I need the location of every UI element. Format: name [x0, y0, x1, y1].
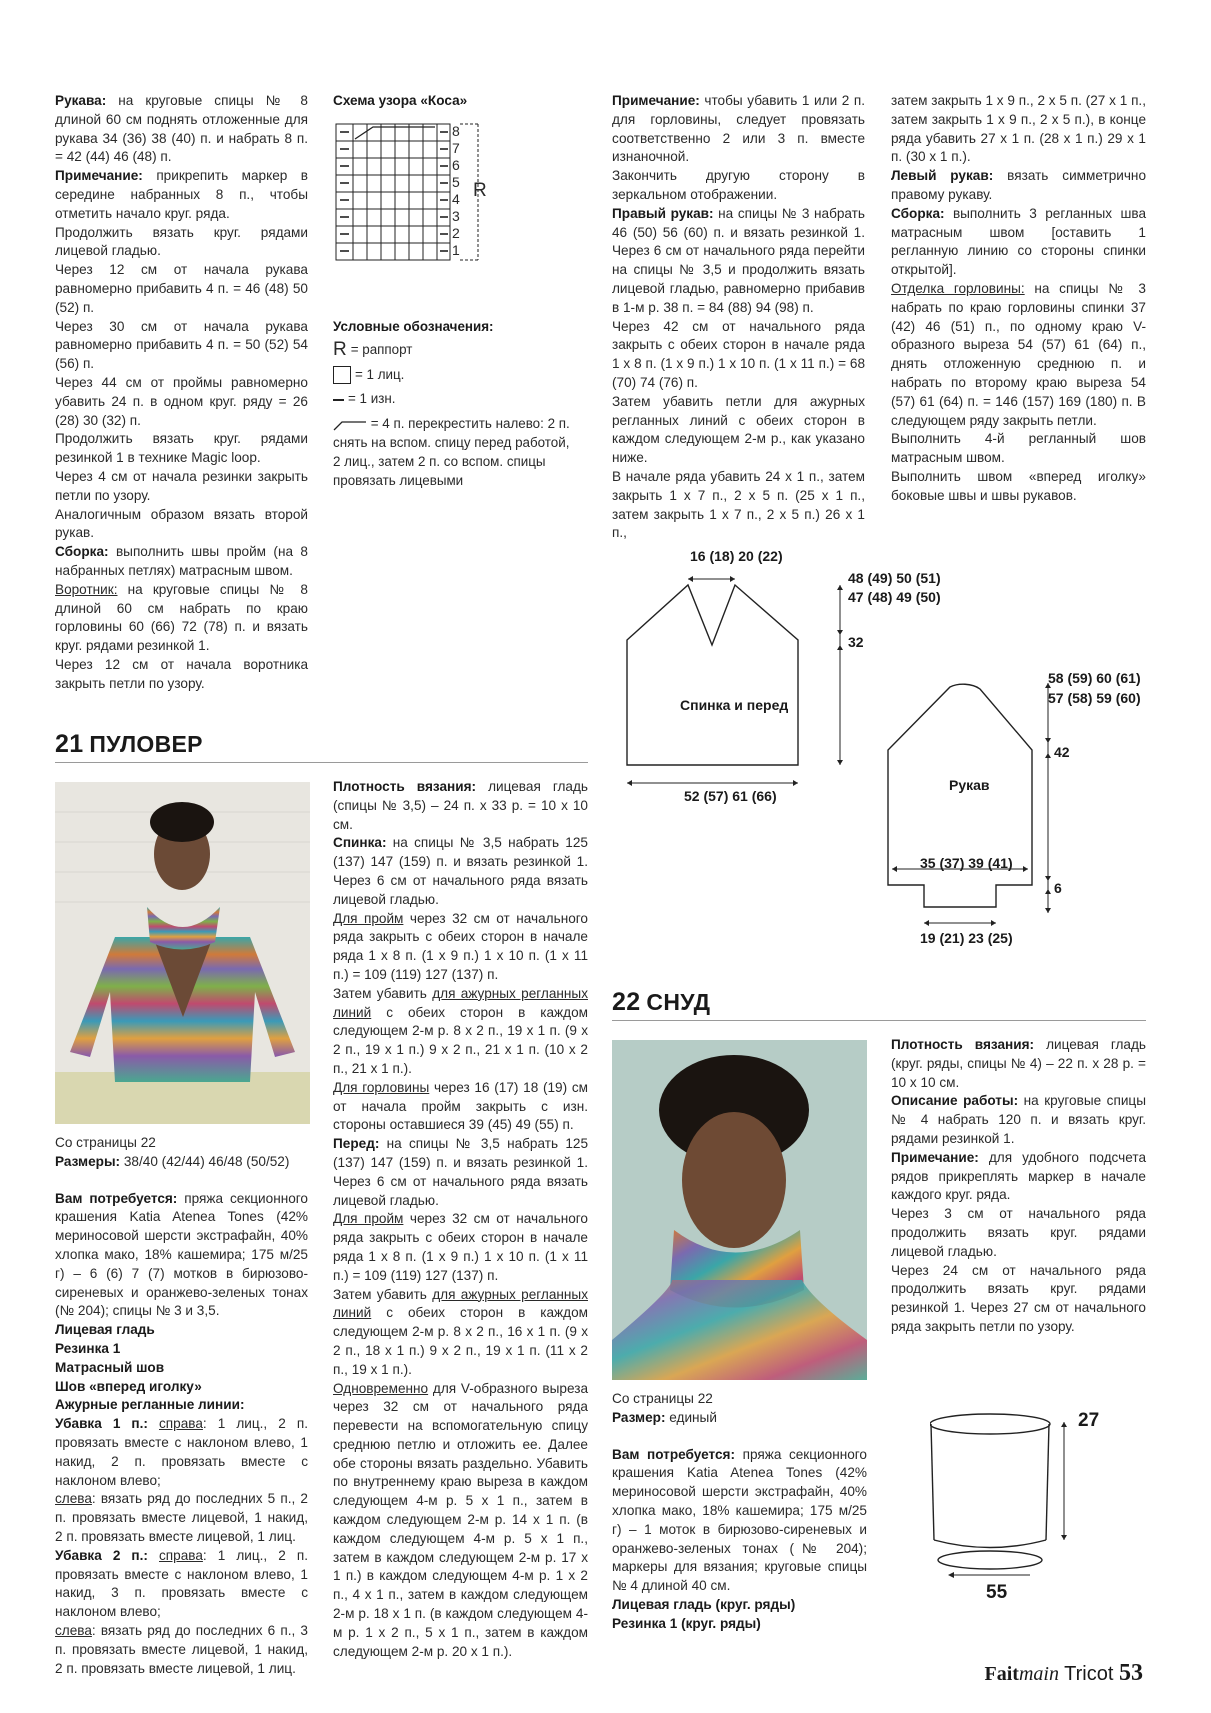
neck-text: через 16 (17) 18 (19) см от начала пройм закрыть с изн. стороны оставшиеся 39 (45) 49 (55) п.: [333, 1079, 588, 1133]
back-label: Спинка:: [333, 835, 387, 851]
snood-photo: [612, 1040, 867, 1380]
dim-sleeve-width: 35 (37) 39 (41): [920, 855, 1013, 871]
dim-sleeve-top-1: 58 (59) 60 (61): [1048, 670, 1141, 686]
materials-label: Вам потребуется:: [612, 1446, 736, 1462]
raglan-label: для ажурных регланных линий: [333, 1286, 588, 1321]
gauge-label: Плотность вязания:: [333, 779, 477, 794]
row-number: 2: [452, 225, 460, 241]
repeat-symbol: R: [333, 338, 347, 360]
col1-bottom: [55, 1134, 308, 1678]
dim-cuff-height: 6: [1054, 880, 1062, 896]
armhole-text: через 32 см от начального ряда закрыть с обеих сторон в начале ряда 1 х 8 п. (1 х 9 п.) 1 х 10 п. (1 х 11 п.) = 109 (119) 127 (137) п.: [333, 910, 588, 982]
stitch-name: Ажурные регланные линии:: [55, 1397, 245, 1413]
note-label: Примечание:: [612, 93, 700, 108]
page-number: 53: [1119, 1660, 1143, 1686]
purl-dash-icon: [333, 399, 344, 401]
legend-text: = 1 изн.: [348, 391, 396, 407]
sleeve-schematic: [880, 675, 1060, 945]
row-number: 6: [452, 157, 460, 173]
front-label: Перед:: [333, 1136, 380, 1152]
paragraph: затем закрыть 1 х 9 п., 2 х 5 п. (27 х 1 п., затем закрыть 1 х 9 п., 2 х 5 п.), в конце ряда убавить 27 х 1 п. (28 х 1 п.) 29 х 1 п. (30 х 1 п.).: [891, 93, 1146, 165]
row-number: 4: [452, 191, 460, 207]
chart-title: Схема узора «Коса»: [333, 93, 468, 108]
size-text: единый: [669, 1409, 717, 1425]
paragraph: Закончить другую сторону в зеркальном отображении.: [612, 168, 865, 202]
col2-bottom: [333, 778, 588, 1661]
body-schematic-label: Спинка и перед: [680, 697, 789, 713]
paragraph: Через 42 см от начального ряда закрыть с обеих сторон в начале ряда 1 х 8 п. (1 х 9 п.) 1 х 10 п. (1 х 11 п.) = 68 (70) 74 (76) п.: [612, 318, 865, 390]
body-schematic: [600, 555, 860, 795]
col4-top: [891, 92, 1146, 506]
col1-top: [55, 92, 308, 694]
chart-repeat-mark: R: [473, 180, 487, 201]
section-number: 21: [55, 730, 84, 758]
paragraph: Затем убавить петли для ажурных регланных линий с обеих сторон в каждом следующем 2-м р., как указано ниже.: [612, 393, 865, 466]
brand-tricot: Tricot: [1064, 1663, 1114, 1685]
braid-chart-grid: [335, 122, 485, 268]
legend-purl: [333, 390, 573, 409]
description-text: на круговые спицы № 4 набрать 120 п. и вязать круг. рядами резинкой 1.: [891, 1093, 1146, 1146]
row-number: 1: [452, 242, 460, 258]
raglan-label: для ажурных регланных линий: [333, 985, 588, 1020]
raglan-text: с обеих сторон в каждом следующем 2-м р. 8 х 2 п., 16 х 1 п. (9 х 2 п., 18 х 1 п.) 9 х 2 п., 19 х 1 п. (11 х 2 п., 19 х 1 п.).: [333, 1305, 588, 1377]
paragraph: Через 44 см от проймы равномерно убавить 24 п. в одном круг. ряду = 26 (28) 30 (32) п.: [55, 374, 308, 428]
sizes-text: 38/40 (42/44) 46/48 (50/52): [123, 1153, 290, 1169]
stitch-name: Лицевая гладь: [55, 1322, 155, 1338]
sizes-label: Размеры:: [55, 1153, 121, 1169]
legend-cross: [333, 415, 573, 490]
armhole-text: через 32 см от начального ряда закрыть с обеих сторон в начале ряда 1 х 8 п. (1 х 9 п.) 1 х 10 п. (1 х 11 п.) = 109 (119) 127 (137) п.: [333, 1211, 588, 1283]
raglan-text: с обеих сторон в каждом следующем 2-м р. 8 х 2 п., 19 х 1 п. (9 х 2 п., 19 х 1 п.) 9 х 2 п., 21 х 1 п. (10 х 2 п., 21 х 1 п.).: [333, 1004, 588, 1076]
sleeve-outline: [888, 684, 1032, 907]
materials-label: Вам потребуется:: [55, 1190, 178, 1206]
row-number: 8: [452, 123, 460, 139]
note-text: чтобы убавить 1 или 2 п. для горловины, следует провязать соответственно 2 или 3 п. вместе изнаночной.: [612, 93, 866, 165]
row-number: 5: [452, 174, 460, 190]
paragraph: Через 4 см от начала резинки закрыть петли по узору.: [55, 468, 308, 503]
divider: [55, 762, 588, 763]
paragraph: Через 12 см от начала рукава равномерно прибавить 4 п. = 46 (48) 50 (52) п.: [55, 262, 308, 315]
collar-label: Воротник:: [55, 581, 118, 597]
brand-fait: Fait: [984, 1663, 1019, 1685]
raglan-pre: Затем убавить: [333, 985, 427, 1001]
sleeves-text: на круговые спицы № 8 длиной 60 см поднять отложенные для рукава 34 (36) 38 (40) п. и набрать 8 п. = 42 (44) 46 (48) п.: [55, 93, 308, 165]
section-number: 22: [612, 988, 641, 1016]
page-footer: [985, 1660, 1143, 1687]
right-sleeve-text: на спицы № 3 набрать 46 (50) 56 (60) п. и вязать резинкой 1. Через 6 см от начального ряда перейти на спицы № 3,5 и продолжить вязать лицевой гладью, равномерно прибавив в 1-м р. 38 п. = 84 (88) 94 (98) п.: [612, 205, 865, 315]
gauge-text: лицевая гладь (спицы № 3,5) – 24 п. х 33 р. = 10 х 10 см.: [333, 779, 588, 832]
snood-schematic: [930, 1410, 1090, 1600]
decrease-text: : 1 лиц., 2 п. провязать вместе с наклоном влево, 1 накид, 3 п. провязать вместе с наклоном влево;: [55, 1547, 308, 1620]
decrease-text: : вязать ряд до последних 5 п., 2 п. провязать вместе лицевой, 1 накид, 2 п. провязать вместе лицевой, 1 лиц.: [55, 1491, 308, 1544]
legend-block: [333, 318, 573, 490]
back-text: на спицы № 3,5 набрать 125 (137) 147 (159) п. и вязать резинкой 1. Через 6 см от начального ряда вязать лицевой гладью.: [333, 835, 588, 907]
paragraph: Продолжить вязать круг. рядами резинкой 1 в технике Magic loop.: [55, 431, 308, 466]
sleeves-label: Рукава:: [55, 93, 107, 108]
pullover-photo: [55, 782, 310, 1124]
legend-knit: [333, 366, 573, 385]
left-sleeve-text: вязать симметрично правому рукаву.: [891, 168, 1146, 202]
neck-finish-label: Отделка горловины:: [891, 280, 1025, 296]
knit-square-icon: [333, 366, 351, 384]
dim-body-width: 52 (57) 61 (66): [684, 788, 777, 804]
note-text: прикрепить маркер в середине набранных 8 п., чтобы отметить начало круг. ряда.: [55, 168, 309, 221]
from-page: Со страницы 22: [612, 1391, 713, 1406]
section-22-heading: [612, 988, 710, 1017]
gauge-label: Плотность вязания:: [891, 1037, 1035, 1052]
simultaneously-label: Одновременно: [333, 1380, 429, 1396]
section-21-heading: [55, 730, 203, 759]
dim-sleeve-length: 42: [1054, 744, 1070, 760]
cable-cross-icon: [333, 419, 367, 431]
assembly-text: выполнить швы пройм (на 8 набранных петлях) матрасным швом.: [55, 544, 308, 578]
divider: [612, 1020, 1146, 1021]
paragraph: Выполнить швом «вперед иголку» боковые швы и швы рукавов.: [891, 468, 1146, 503]
stitch-name: Лицевая гладь (круг. ряды): [612, 1596, 796, 1612]
paragraph: Выполнить 4-й регланный шов матрасным швом.: [891, 431, 1146, 466]
col4-bottom: [891, 1036, 1146, 1337]
paragraph: Аналогичным образом вязать второй рукав.: [55, 506, 308, 541]
paragraph: Через 30 см от начала рукава равномерно прибавить 4 п. = 50 (52) 54 (56) п.: [55, 318, 308, 372]
stitch-name: Резинка 1: [55, 1340, 121, 1356]
stitch-name: Матрасный шов: [55, 1359, 165, 1375]
note-paragraph: [55, 167, 308, 223]
braid-chart: [335, 122, 485, 268]
dim-neck-height-1: 48 (49) 50 (51): [848, 570, 941, 586]
legend-text: = 1 лиц.: [355, 366, 405, 382]
armhole-label: Для пройм: [333, 910, 404, 926]
paragraph: В начале ряда убавить 24 х 1 п., затем закрыть 1 х 7 п., 2 х 5 п. (25 х 1 п., затем закрыть 1 х 7 п., 2 х 5 п.) 26 х 1 п.,: [612, 468, 865, 541]
right-label: справа: [159, 1416, 203, 1432]
armhole-label: Для пройм: [333, 1211, 404, 1227]
sleeve-schematic-label: Рукав: [949, 777, 990, 793]
decrease-1-label: Убавка 1 п.:: [55, 1416, 148, 1432]
col3-top: [612, 92, 865, 543]
left-label: слева: [55, 1622, 92, 1638]
neck-finish-text: на спицы № 3 набрать по краю горловины спинки 37 (42) 46 (51) п., по одному краю V-образного выреза 54 (57) 61 (64) п., днять отложенную среднюю п. и набрать по второму краю выреза 54 (57) 61 (64) п. = 146 (157) 169 (180) п. В следующем ряду закрыть петли.: [891, 280, 1146, 428]
body-outline: [627, 585, 798, 765]
raglan-pre: Затем убавить: [333, 1286, 427, 1302]
row-number: 7: [452, 140, 460, 156]
neck-label: Для горловины: [333, 1079, 430, 1095]
description-label: Описание работы:: [891, 1093, 1019, 1109]
row-number: 3: [452, 208, 460, 224]
left-label: слева: [55, 1491, 92, 1507]
left-sleeve-label: Левый рукав:: [891, 168, 994, 184]
legend-text: = 4 п. перекрестить налево: 2 п. снять на вспом. спицу перед работой, 2 лиц., затем 2 п. со вспом. спицы провязать лицевыми: [333, 416, 570, 488]
dim-snood-height: 27: [1078, 1410, 1100, 1431]
size-label: Размер:: [612, 1409, 666, 1425]
right-sleeve-label: Правый рукав:: [612, 205, 714, 221]
assembly-label: Сборка:: [891, 205, 945, 221]
legend-repeat: [333, 338, 573, 360]
pullover-illustration: [55, 782, 310, 1124]
col3-bottom: [612, 1390, 867, 1634]
dim-neck-height-2: 47 (48) 49 (50): [848, 589, 941, 605]
paragraph: Через 12 см от начала воротника закрыть петли по узору.: [55, 656, 308, 691]
legend-text: = раппорт: [350, 341, 413, 357]
assembly-label: Сборка:: [55, 544, 109, 560]
paragraph: Через 3 см от начального ряда продолжить вязать круг. рядами лицевой гладью.: [891, 1206, 1146, 1259]
section-title: СНУД: [646, 989, 711, 1015]
dim-armhole: 32: [848, 634, 864, 650]
from-page: Со страницы 22: [55, 1135, 156, 1150]
simultaneously-text: для V-образного выреза через 32 см от начального ряда перевести на вспомогательную спицу среднюю петлю и отложить ее. Далее обе стороны вязать раздельно. Убавить по внутреннему краю выреза в каждом следующем 4-м р. 5 х 1 п., затем в каждом следующем 2-м р. 14 х 1 п. (в каждом следующем 4-м р. 5 х 1 п., затем в каждом следующем 2-м р. 17 х 1 п.) в каждом следующем 4-м р. 1 х 2 п., 4 х 1 п., затем в каждом следующем 2-м р. 18 х 1 п. (в каждом следующем 4-м р. 1 х 2 п., 5 х 1 п., затем в каждом следующем 2-м р. 20 х 1 п.).: [333, 1380, 588, 1659]
assembly-paragraph: [55, 543, 308, 581]
paragraph: Продолжить вязать круг. рядами лицевой гладью.: [55, 224, 308, 259]
stitch-name: Резинка 1 (круг. ряды): [612, 1615, 761, 1631]
materials-text: пряжа секционного крашения Katia Atenea Tones (42% мериносовой шерсти экстрафайн, 40% хлопка мако, 18% кашемира; 175 м/25 г) – 1 моток в бирюзово-сиреневых и оранжево-зеленых тонах (№ 204); маркеры для вязания; круговые спицы № 4 длиной 40 см.: [612, 1446, 867, 1594]
dim-cuff-width: 19 (21) 23 (25): [920, 930, 1013, 946]
paragraph: Через 24 см от начального ряда продолжить вязать круг. рядами резинкой 1. Через 27 см от начального ряда закрыть петли по узору.: [891, 1262, 1146, 1334]
section-title: ПУЛОВЕР: [89, 731, 203, 757]
brand-main: main: [1018, 1663, 1059, 1685]
stitch-name: Шов «вперед иголку»: [55, 1378, 202, 1394]
dim-snood-circumference: 55: [986, 1582, 1008, 1603]
materials-text: пряжа секционного крашения Katia Atenea Tones (42% мериносовой шерсти экстрафайн, 40% хлопка мако, 18% кашемира; 175 м/25 г) – 6 (6) 7 (7) мотков в бирюзово-сиреневых и оранжево-зеленых тонах (№ 204); спицы № 3 и 3,5.: [55, 1190, 308, 1319]
collar-text: на круговые спицы № 8 длиной 60 см набрать по краю горловины 60 (66) 72 (78) п. и вязать круг. рядами резинкой 1.: [55, 581, 308, 654]
legend-title: Условные обозначения:: [333, 319, 494, 334]
decrease-text: : вязать ряд до последних 6 п., 3 п. провязать вместе лицевой, 1 накид, 2 п. провязать вместе лицевой, 1 лиц.: [55, 1622, 308, 1676]
dim-sleeve-top-2: 57 (58) 59 (60): [1048, 690, 1141, 706]
collar-paragraph: [55, 581, 308, 656]
snood-illustration: [612, 1040, 867, 1380]
decrease-text: : 1 лиц., 2 п. провязать вместе с наклоном влево, 1 накид, 2 п. провязать вместе с наклоном влево;: [55, 1416, 308, 1488]
chart-block: [333, 92, 583, 111]
decrease-2-label: Убавка 2 п.:: [55, 1547, 148, 1563]
sleeves-paragraph: [55, 92, 308, 167]
note-text: для удобного подсчета рядов прикреплять маркер в начале каждого круг. ряда.: [891, 1149, 1147, 1203]
dim-neck-width: 16 (18) 20 (22): [690, 548, 783, 564]
front-text: на спицы № 3,5 набрать 125 (137) 147 (159) п. и вязать резинкой 1. Через 6 см от начального ряда вязать лицевой гладью.: [333, 1136, 589, 1208]
gauge-text: лицевая гладь (круг. ряды, спицы № 4) – 22 п. х 28 р. = 10 х 10 см.: [891, 1037, 1146, 1090]
right-label: справа: [159, 1547, 203, 1563]
assembly-text: выполнить 3 регланных шва матрасным швом [оставить 1 регланную линию со стороны спинки открытой].: [891, 205, 1146, 278]
note-label: Примечание:: [55, 168, 143, 184]
note-label: Примечание:: [891, 1149, 979, 1165]
chart-row-numbers: [452, 123, 460, 259]
